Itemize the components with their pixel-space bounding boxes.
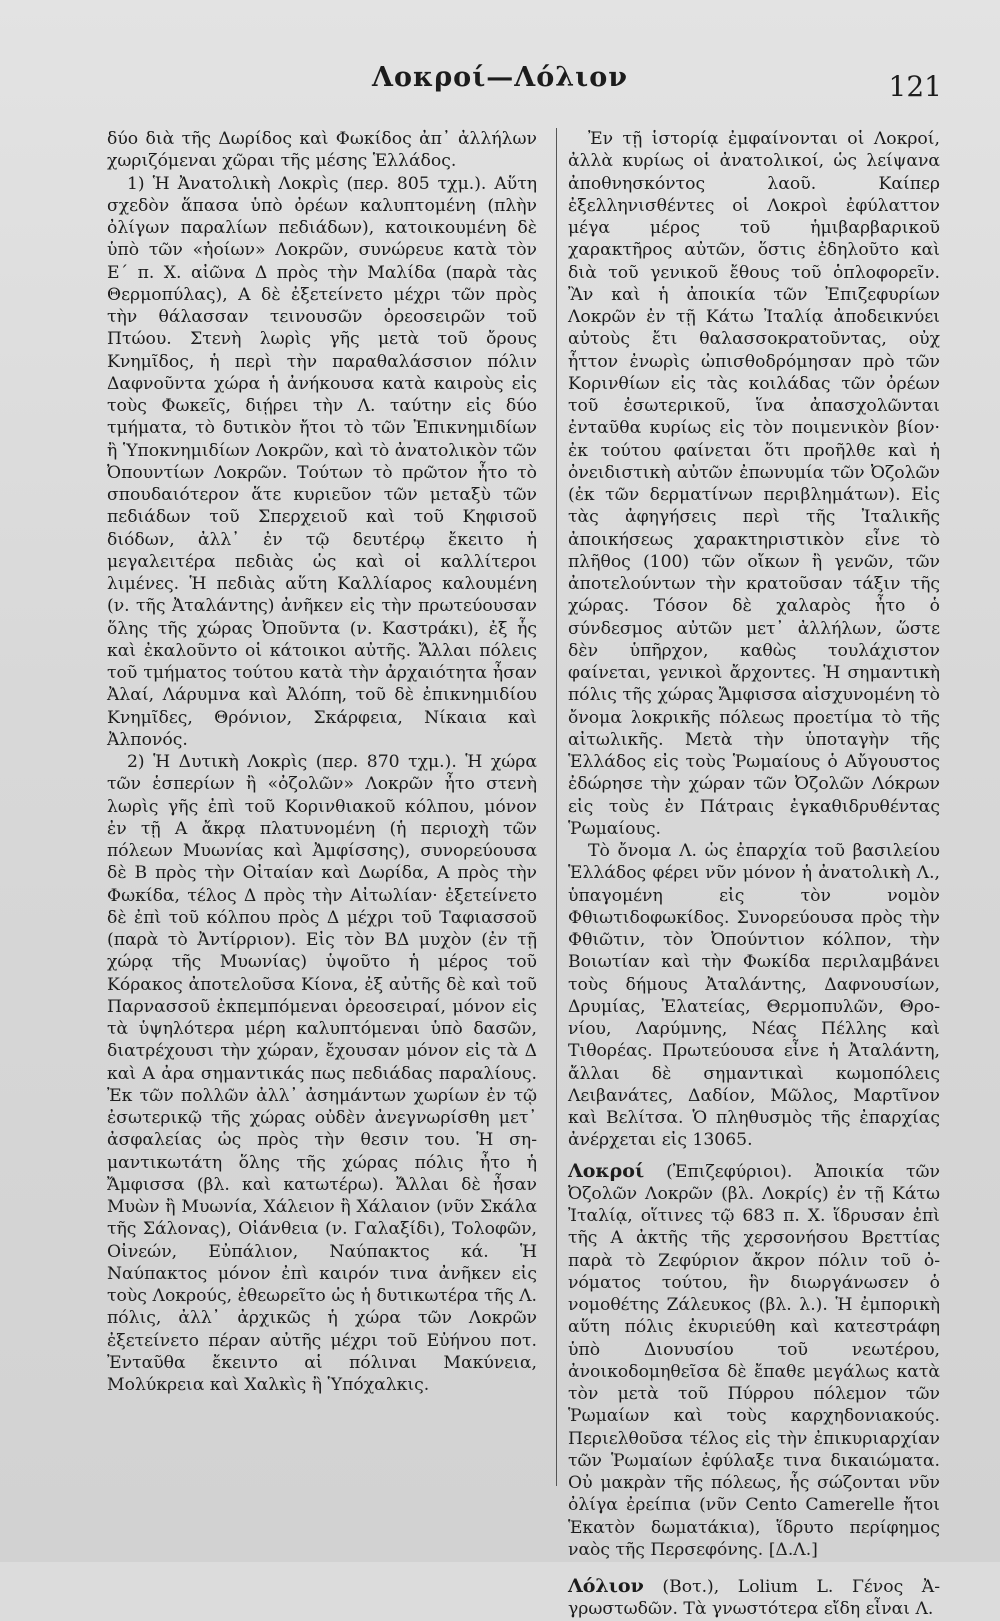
entry-text: (Βοτ.), Lolium L. Γένος Ἀγρωστωδῶν. Τὰ γνωστότερα εἴδη εἶναι Λ. (568, 1577, 941, 1620)
paragraph-eastern-locris: 1) Ἡ Ἀνατολικὴ Λοκρὶς (περ. 805 τχμ.). Αὕτη σχεδὸν ἅπασα ὑπὸ ὀρέων καλυπτομένη (πλὴν ὀλίγων παραλίων πεδιάδων), κατοικουμένη δὲ ὑπὸ τῶν «ἠοίων» Λοκρῶν, συνώρευε κατὰ τὸν Ε΄ π. Χ. αἰῶνα Δ πρὸς τὴν Μαλίδα (παρὰ τὰς Θερμοπύλας), Α δὲ ἐξετείνετο μέχρι τῶν πρὸς τὴν θάλασσαν τεινουσῶν ὀρεοσειρῶν τοῦ Πτώου. Στενὴ λωρὶς γῆς μετὰ τοῦ ὄρους Κνημῖδος, ἡ περὶ τὴν παραθαλάσσιον πόλιν Δαφνοῦντα χώρα ἡ ἀνήκουσα κατὰ καιροὺς εἰς τοὺς Φωκεῖς, διῄρει τὴν Λ. ταύτην εἰς δύο τμήματα, τὸ δυτικὸν ἤτοι τὸ τῶν Ἐπικνημιδίων ἢ Ὑποκνημιδίων Λοκρῶν, καὶ τὸ ἀνατολικὸν τῶν Ὀπουντίων Λοκρῶν. Τούτων τὸ πρῶτον ἦτο τὸ σπουδαιότερον ἅτε κυριεῦον τῶν μεταξὺ τῶν πεδιάδων τοῦ Σπερχειοῦ καὶ τοῦ Κηφισοῦ διόδων, ἀλλ᾽ ἐν τῷ δευτέρῳ ἔκειτο ἡ μεγαλειτέρα πεδιὰς ὡς καὶ οἱ καλλίτεροι λιμένες. Ἡ πεδιὰς αὕτη Καλλίαρος καλουμένη (ν. τῆς Ἀταλάντης) ἀνῆκεν εἰς τὴν πρωτεύουσαν ὅλης τῆς χώρας Ὀποῦντα (ν. Καστράκι), ἐξ ἧς καὶ ἐκαλοῦντο οἱ κάτοικοι αὐτῆς. Ἄλλαι πόλεις τοῦ τμήματος τούτου κατὰ τὴν ἀρχαιότητα ἦσαν Ἀλαί, Λάρυμνα καὶ Ἀλόπη, τοῦ δὲ ἐπικνημιδίου Κνημῖδες, Θρόνιον, Σκάρφεια, Νίκαια καὶ Ἀλπονός. (107, 173, 537, 750)
paragraph-western-locris: 2) Ἡ Δυτικὴ Λοκρὶς (περ. 870 τχμ.). Ἡ χώρα τῶν ἑσπερίων ἢ «ὀζολῶν» Λοκρῶν ἦτο στενὴ λωρὶς γῆς ἐπὶ τοῦ Κορινθιακοῦ κόλπου, μόνον ἐν τῇ Α ἄκρᾳ πλατυνομένη (ἡ περιοχὴ τῶν πόλεων Μυωνίας καὶ Ἀμφίσσης), συνορεύουσα δὲ Β πρὸς τὴν Οἰταίαν καὶ Δωρίδα, Α πρὸς τὴν Φωκίδα, τέλος Δ πρὸς τὴν Αἰτωλίαν· ἐξετείνετο δὲ ἐπὶ τοῦ κόλπου πρὸς Δ μέχρι τοῦ Ταφιασσοῦ (παρὰ τὸ Ἀντίρριον). Εἰς τὸν ΒΔ μυχὸν (ἐν τῇ χώρᾳ τῆς Μυωνίας) ὑψοῦτο ἡ μέρος τοῦ Κόρακος ἀποτελοῦσα Κίονα, ἐξ αὐτῆς δὲ καὶ τοῦ Παρνασσοῦ ἐκπεμπόμεναι ὀρεοσειραί, μόνον εἰς τὰ ὑψηλότερα μέρη καλυπτόμεναι ὑπὸ δασῶν, διατρέχουσι τὴν χώραν, ἔχουσαν μόνον εἰς τὰ Δ καὶ Α ἀρα σημαντικάς πως πεδιάδας παραλίους. Ἐκ τῶν πολλῶν ἀλλ᾽ ἀσημάντων χωρίων ἐν τῷ ἐσωτερικῷ τῆς χώρας οὐδὲν ἀνεγνωρίσθη μετ᾽ ἀσφαλείας ὡς πρὸς τὴν θεσιν του. Ἡ σημαντικωτάτη ὅλης τῆς χώρας πόλις ἦτο ἡ Ἄμφισσα (βλ. καὶ κατωτέρω). Ἄλλαι δὲ ἦσαν Μυὼν ἢ Μυωνία, Χάλειον ἢ Χάλαιον (νῦν Σκάλα τῆς Σάλονας), Οἰάνθεια (ν. Γαλαξίδι), Τολοφῶν, Οἰνεών, Εὐπάλιον, Ναύπακτος κά. Ἡ Ναύπακτος μόνον ἐπὶ καιρόν τινα ἀνῆκεν εἰς τοὺς Λοκρούς, ἐθεωρεῖτο ὡς ἡ δυτικωτέρα τῆς Λ. πόλις, ἀλλ᾽ ἀρχικῶς ἡ χώρα τῶν Λοκρῶν ἐξετείνετο πέραν αὐτῆς μέχρι τοῦ Εὐήνου ποτ. Ἐνταῦθα ἔκειντο αἱ πόλιναι Μακύνεια, Μολύκρεια καὶ Χαλκὶς ἢ Ὑπόχαλκις. (107, 752, 537, 1395)
page-number: 121 (888, 70, 942, 103)
entry-lokroi (568, 1160, 940, 1562)
paragraph-intro: δύο διὰ τῆς Δωρίδος καὶ Φωκίδος ἀπ᾽ ἀλλήλων χωριζόμεναι χῶραι τῆς μέσης Ἑλλάδος. (107, 129, 537, 172)
column-divider (556, 128, 557, 1486)
entry-text: (Ἐπιζεφύριοι). Ἀποικία τῶν Ὀζολῶν Λοκρῶν (βλ. Λοκρίς) ἐν τῇ Κάτω Ἰταλίᾳ, οἵτινες τῷ 683 π. Χ. ἵδρυσαν ἐπὶ τῆς Α ἀκτῆς τῆς χερσονήσου Βρεττίας παρὰ τὸ Ζεφύριον ἄκρον πόλιν τοῦ ὀνόματος τούτου, ἣν διωργάνωσεν ὁ νομοθέτης Ζάλευκος (βλ. λ.). Ἡ ἐμπορικὴ αὕτη πόλις ἐκυριεύθη καὶ κατεστράφη ὑπὸ Διονυσίου τοῦ νεωτέρου, ἀνοικοδομηθεῖσα δὲ ἔπαθε μεγάλως κατὰ τὸν μετὰ τοῦ Πύρρου πόλεμον τῶν Ῥωμαίων καὶ τοὺς καρχηδονιακούς. Περιελθοῦσα τέλος εἰς τὴν ἐπικυριαρχίαν τῶν Ῥωμαίων ἐφύλαξε τινα δικαιώματα. Οὐ μακρὰν τῆς πόλεως, ἧς σώζονται νῦν ὀλίγα ἐρείπια (νῦν Cento Camerelle ἤτοι Ἑκατὸν δωματάκια), ἵδρυτο περίφημος ναὸς τῆς Περσεφόνης. [Δ.Λ.] (568, 1161, 940, 1560)
paragraph-province: Τὸ ὄνομα Λ. ὡς ἐπαρχία τοῦ βασιλείου Ἑλλάδος φέρει νῦν μόνον ἡ ἀνατολικὴ Λ., ὑπαγομένη εἰς τὸν νομὸν Φθιωτιδοφωκίδος. Συνορεύουσα πρὸς τὴν Φθιῶτιν, τὸν Ὀπούντιον κόλπον, τὴν Βοιωτίαν καὶ τὴν Φωκίδα περιλαμβάνει τοὺς δήμους Ἀταλάντης, Δαφνουσίων, Δρυμίας, Ἐλατείας, Θερμοπυλῶν, Θρονίου, Λαρύμνης, Νέας Πέλλης καὶ Τιθορέας. Πρωτεύουσα εἶνε ἡ Ἀταλάντη, ἄλλαι δὲ σημαντικαὶ κωμοπόλεις Λειβανάτες, Δαδίον, Μῶλος, Μαρτῖνον καὶ Βελίτσα. Ὁ πληθυσμὸς τῆς ἐπαρχίας ἀνέρχεται εἰς 13065. (568, 841, 940, 1151)
entry-headword: Λόλιον (568, 1575, 644, 1597)
entry-headword: Λοκροί (568, 1159, 645, 1182)
entry-lolion (568, 1575, 940, 1621)
running-head: Λοκροί—Λόλιον (372, 62, 628, 93)
page-header (0, 62, 1000, 122)
right-column (568, 128, 940, 1621)
left-column (107, 128, 537, 1396)
paragraph-history: Ἐν τῇ ἱστορίᾳ ἐμφαίνονται οἱ Λοκροί, ἀλλὰ κυρίως οἱ ἀνατολικοί, ὡς λείψανα ἀποθνησκόντος λαοῦ. Καίπερ ἐξελληνισθέντες οἱ Λοκροὶ ἐφύλαττον μέγα μέρος τοῦ ἡμιβαρβαρικοῦ χαρακτῆρος αὐτῶν, ὅστις ἐδηλοῦτο καὶ διὰ τοῦ γενικοῦ ἔθους τοῦ ὁπλοφορεῖν. Ἂν καὶ ἡ ἀποικία τῶν Ἐπιζεφυρίων Λοκρῶν ἐν τῇ Κάτω Ἰταλίᾳ ἀποδεικνύει αὐτοὺς ἔτι θαλασσοκρατοῦντας, οὐχ ἧττον ἐνωρὶς ὠπισθοδρόμησαν πρὸ τῶν Κορινθίων εἰς τὰς κοιλάδας τῶν ὀρέων τοῦ ἐσωτερικοῦ, ἵνα ἀπασχολῶνται ἐνταῦθα κυρίως εἰς τὸν ποιμενικὸν βίον· ἐκ τούτου φαίνεται ὅτι προῆλθε καὶ ἡ ὀνειδιστικὴ αὐτῶν ἐπωνυμία τῶν Ὀζολῶν (ἐκ τῶν δερματίνων περιβλημάτων). Εἰς τὰς ἀφηγήσεις περὶ τῆς Ἰταλικῆς ἀποικήσεως χαρακτηριστικὸν εἶνε τὸ πλῆθος (100) τῶν οἴκων ἢ γενῶν, τῶν ἀποτελούντων τὴν κρατοῦσαν τάξιν τῆς χώρας. Τόσον δὲ χαλαρὸς ἦτο ὁ σύνδεσμος αὐτῶν μετ᾽ ἀλλήλων, ὥστε δὲν ὑπῆρχον, καθὼς τουλάχιστον φαίνεται, γενικοὶ ἄρχοντες. Ἡ σημαντικὴ πόλις τῆς χώρας Ἄμφισσα αἰσχυνομένη τὸ ὄνομα λοκρικῆς πόλεως προετίμα τὸ τῆς αἰτωλικῆς. Μετὰ τὴν ὑποταγὴν τῆς Ἑλλάδος εἰς τοὺς Ῥωμαίους ὁ Αὔγουστος ἐδώρησε τὴν χώραν τῶν Ὀζολῶν Λόκρων εἰς τοὺς ἐν Πάτραις ἐγκαθιδρυθέντας Ῥωμαίους. (568, 129, 940, 839)
